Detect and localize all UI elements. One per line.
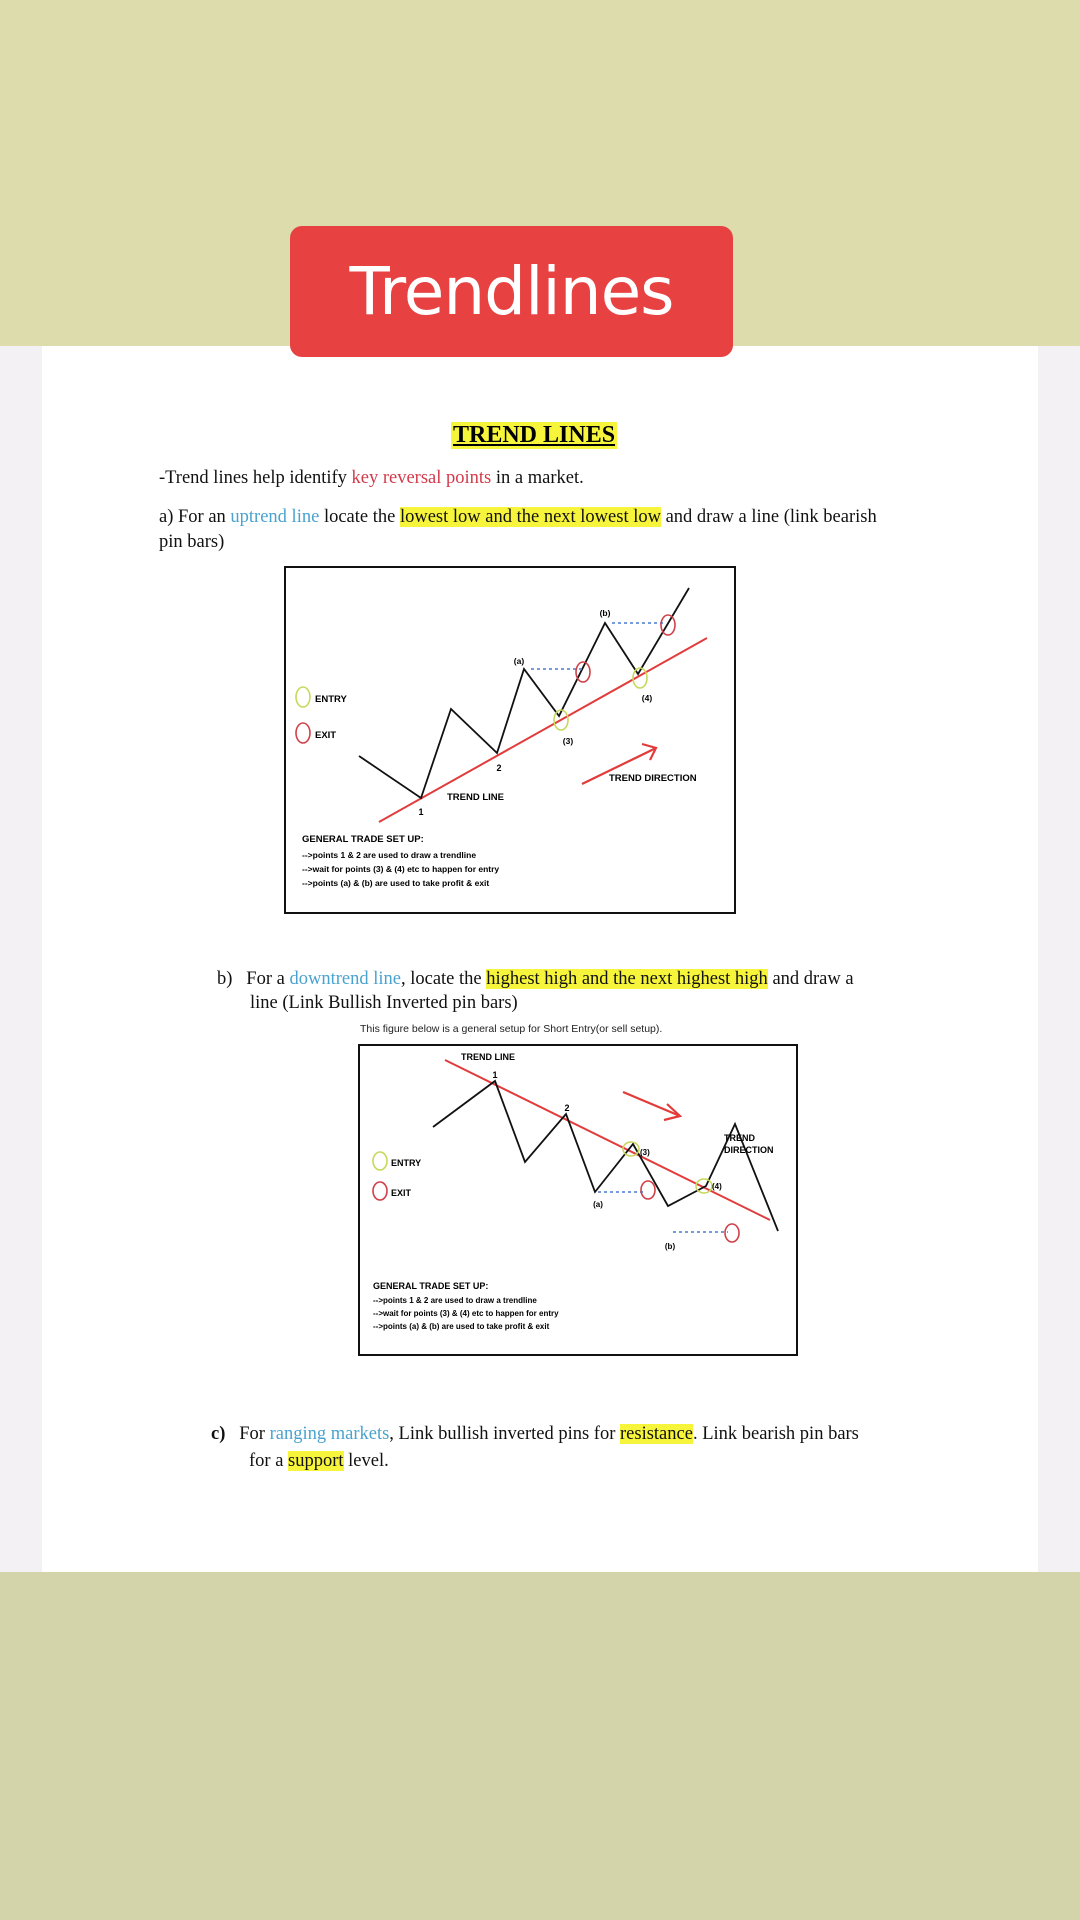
- section-b-line2: line (Link Bullish Inverted pin bars): [250, 993, 518, 1013]
- downtrend-line-link[interactable]: downtrend line: [289, 969, 401, 989]
- section-a-text: a) For an: [159, 507, 231, 527]
- uptrend-figure-frame: [285, 567, 735, 913]
- legend-entry-label: ENTRY: [391, 1158, 422, 1168]
- section-c-line2-end: level.: [343, 1451, 389, 1471]
- section-c-text-end: . Link bearish pin bars: [692, 1424, 859, 1444]
- trend-direction-label-2: DIRECTION: [724, 1145, 774, 1155]
- uptrend-figure: [284, 566, 736, 914]
- intro-paragraph: [159, 466, 584, 491]
- section-b-text-mid: , locate the: [400, 969, 487, 989]
- legend-exit-label: EXIT: [315, 730, 337, 741]
- section-c-line2-text: for a: [249, 1451, 289, 1471]
- section-c-text: For: [239, 1424, 270, 1444]
- resistance-highlight: resistance: [620, 1424, 693, 1444]
- section-a-text-end: and draw a line (link bearish: [660, 507, 877, 527]
- section-c-line2: [249, 1449, 389, 1474]
- setup-line-2: -->wait for points (3) & (4) etc to happen for entry: [373, 1309, 559, 1318]
- point-3-label: (3): [640, 1148, 650, 1157]
- trend-line-label: TREND LINE: [461, 1052, 515, 1062]
- point-a-label: (a): [593, 1200, 603, 1209]
- downtrend-figure: [358, 1044, 798, 1356]
- title-banner: [290, 226, 733, 357]
- point-2-label: 2: [496, 763, 502, 773]
- section-a-text-mid: locate the: [319, 507, 400, 527]
- section-a-line2: pin bars): [159, 532, 225, 552]
- key-reversal-text: key reversal points: [351, 468, 492, 488]
- setup-line-3: -->points (a) & (b) are used to take profit & exit: [302, 878, 490, 888]
- point-4-label: (4): [712, 1182, 722, 1191]
- section-c-text-mid: , Link bullish inverted pins for: [389, 1424, 620, 1444]
- figure-caption: This figure below is a general setup for Short Entry(or sell setup).: [360, 1023, 663, 1035]
- trend-line-label: TREND LINE: [447, 792, 504, 803]
- section-b-text-end: and draw a: [767, 969, 854, 989]
- section-b-highlight: highest high and the next highest high: [486, 969, 768, 989]
- ranging-markets-link[interactable]: ranging markets: [269, 1424, 390, 1444]
- intro-text-end: in a market.: [491, 468, 584, 488]
- setup-title: GENERAL TRADE SET UP:: [302, 834, 424, 845]
- trend-direction-label: TREND DIRECTION: [609, 773, 697, 784]
- banner-title: Trendlines: [349, 253, 674, 330]
- point-b-label: (b): [664, 1242, 676, 1251]
- point-1-label: 1: [418, 807, 424, 817]
- section-b-label: b): [217, 969, 233, 989]
- section-a-paragraph: [159, 505, 939, 555]
- section-a-highlight: lowest low and the next lowest low: [399, 507, 661, 527]
- bottom-background: [0, 1572, 1080, 1920]
- section-c-label: c): [211, 1424, 226, 1444]
- setup-line-1: -->points 1 & 2 are used to draw a trendline: [373, 1296, 537, 1305]
- section-c-paragraph: [211, 1422, 931, 1447]
- point-4-label: (4): [641, 693, 653, 703]
- legend-entry-label: ENTRY: [315, 694, 347, 705]
- point-2-label: 2: [564, 1103, 570, 1113]
- setup-line-2: -->wait for points (3) & (4) etc to happen for entry: [302, 864, 500, 874]
- setup-line-3: -->points (a) & (b) are used to take profit & exit: [373, 1322, 550, 1331]
- section-b-paragraph: [217, 967, 937, 992]
- legend-exit-label: EXIT: [391, 1188, 412, 1198]
- point-a-label: (a): [513, 656, 525, 666]
- point-3-label: (3): [562, 736, 574, 746]
- support-highlight: support: [288, 1451, 344, 1471]
- section-b-text: For a: [246, 969, 290, 989]
- uptrend-line-link[interactable]: uptrend line: [230, 507, 320, 527]
- intro-text: -Trend lines help identify: [159, 468, 352, 488]
- document-title: TREND LINES: [453, 422, 616, 448]
- setup-title: GENERAL TRADE SET UP:: [373, 1281, 489, 1291]
- setup-line-1: -->points 1 & 2 are used to draw a trendline: [302, 850, 477, 860]
- trend-direction-label-1: TREND: [724, 1133, 755, 1143]
- point-1-label: 1: [492, 1070, 498, 1080]
- point-b-label: (b): [599, 608, 611, 618]
